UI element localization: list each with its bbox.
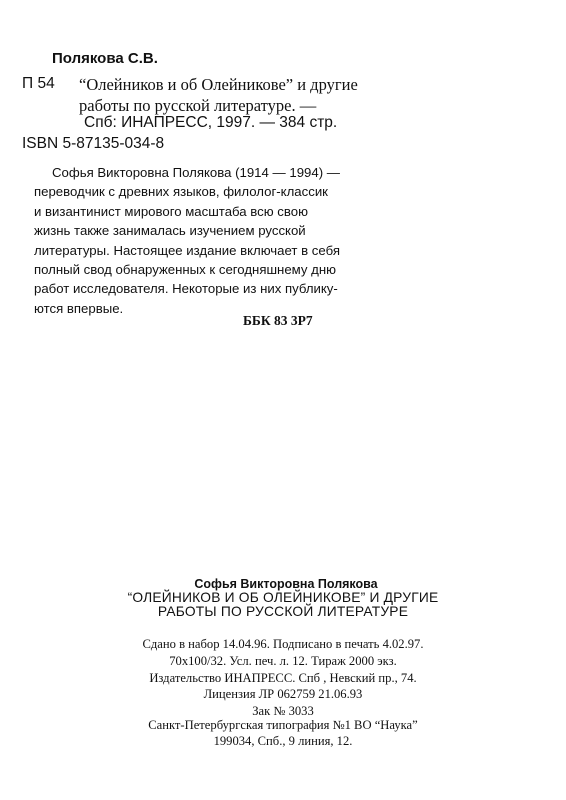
card-title-line: работы по русской литературе. — [79, 96, 317, 115]
bbk-code: ББК 83 3Р7 [243, 313, 313, 328]
card-call-number: П 54 [22, 75, 55, 92]
card-author: Полякова С.В. [52, 50, 158, 67]
annotation-line: полный свод обнаруженных к сегодняшнему дню [34, 262, 336, 278]
card-isbn: ISBN 5-87135-034-8 [22, 135, 165, 152]
colophon-imprint-line: 70х100/32. Усл. печ. л. 12. Тираж 2000 экз. [169, 654, 397, 668]
annotation-line: ются впервые. [34, 300, 124, 316]
colophon-printer-address: 199034, Спб., 9 линия, 12. [213, 734, 353, 748]
colophon-imprint-line: Сдано в набор 14.04.96. Подписано в печать 4.02.97. [142, 637, 424, 651]
card-title-line: “Олейников и об Олейникове” и другие [79, 75, 358, 94]
card-publisher-line: Спб: ИНАПРЕСС, 1997. — 384 стр. [84, 114, 338, 131]
annotation-paragraph [34, 163, 340, 318]
annotation-line: и византинист мирового масштаба всю свою [34, 203, 308, 219]
annotation-line: работ исследователя. Некоторые из них публику- [34, 281, 338, 297]
annotation-line: переводчик с древних языков, филолог-классик [34, 184, 328, 200]
annotation-line: жизнь также занималась изучением русской [34, 223, 306, 239]
colophon-title-line: “ОЛЕЙНИКОВ И ОБ ОЛЕЙНИКОВЕ” И ДРУГИЕ [127, 590, 439, 605]
colophon-author: Софья Викторовна Полякова [194, 577, 378, 591]
colophon-imprint-line: Издательство ИНАПРЕСС. Спб , Невский пр., 74. [149, 671, 417, 685]
colophon-title-line: РАБОТЫ ПО РУССКОЙ ЛИТЕРАТУРЕ [157, 604, 409, 619]
colophon-imprint-line: Лицензия ЛР 062759 21.06.93 [203, 687, 363, 701]
colophon-order-number: Зак № 3033 [252, 704, 314, 718]
colophon-printer: Санкт-Петербургская типография №1 ВО “Наука” [148, 718, 418, 732]
annotation-line: Софья Викторовна Полякова (1914 — 1994) — [52, 165, 340, 180]
annotation-line: литературы. Настоящее издание включает в себя [34, 242, 340, 258]
